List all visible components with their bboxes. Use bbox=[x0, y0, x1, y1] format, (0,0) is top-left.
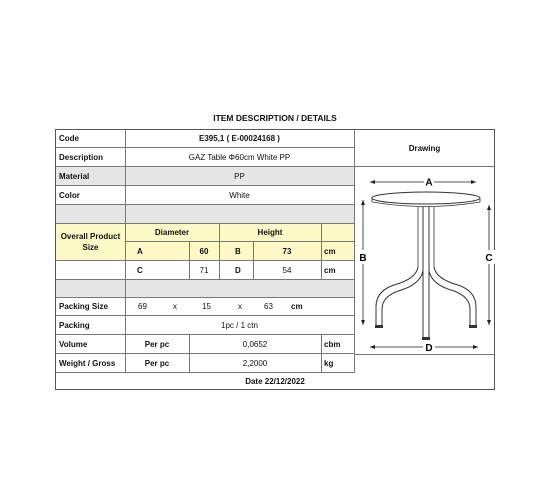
packing-x2: x bbox=[238, 302, 242, 311]
grid-line bbox=[189, 335, 190, 373]
packing-height: 63 bbox=[264, 302, 273, 311]
packing-width: 69 bbox=[138, 302, 147, 311]
volume-per: Per pc bbox=[125, 335, 189, 354]
grid-line bbox=[253, 242, 254, 280]
volume-label: Volume bbox=[56, 335, 125, 354]
packing-depth: 15 bbox=[202, 302, 211, 311]
weight-unit: kg bbox=[321, 354, 354, 373]
description-value: GAZ Table Φ60cm White PP bbox=[125, 148, 354, 167]
height-header: Height bbox=[219, 224, 321, 242]
table-drawing bbox=[354, 167, 495, 354]
material-value: PP bbox=[125, 167, 354, 186]
drawing-area bbox=[354, 167, 495, 354]
dim-a-label: A bbox=[425, 177, 433, 189]
grid-line bbox=[321, 335, 322, 373]
packing-size-label: Packing Size bbox=[56, 298, 125, 316]
spacer-row bbox=[56, 205, 354, 224]
dim-d-value: 54 bbox=[253, 261, 321, 280]
color-label: Color bbox=[56, 186, 125, 205]
dim-b-value: 73 bbox=[253, 242, 321, 261]
weight-per: Per pc bbox=[125, 354, 189, 373]
spacer-row-2 bbox=[56, 280, 354, 298]
packing-label: Packing bbox=[56, 316, 125, 335]
dim-c-letter: C bbox=[125, 261, 189, 280]
color-value: White bbox=[125, 186, 354, 205]
dim-c-value: 71 bbox=[189, 261, 219, 280]
grid-line bbox=[354, 354, 495, 355]
weight-value: 2,2000 bbox=[189, 354, 321, 373]
code-label: Code bbox=[56, 130, 125, 148]
size-header-blank bbox=[321, 224, 354, 242]
grid-line bbox=[321, 224, 322, 280]
dim-d-label: D bbox=[425, 343, 433, 354]
grid-line bbox=[189, 242, 190, 280]
code-value: E395,1 ( E-00024168 ) bbox=[125, 130, 354, 148]
dim-b-label: B bbox=[359, 253, 367, 264]
packing-value: 1pc / 1 ctn bbox=[125, 316, 354, 335]
packing-unit: cm bbox=[291, 302, 303, 311]
packing-size-values bbox=[125, 298, 354, 316]
material-label: Material bbox=[56, 167, 125, 186]
dim-a-value: 60 bbox=[189, 242, 219, 261]
volume-unit: cbm bbox=[321, 335, 354, 354]
dim-a-letter: A bbox=[125, 242, 189, 261]
weight-label: Weight / Gross bbox=[56, 354, 125, 373]
document-title: ITEM DESCRIPTION / DETAILS bbox=[213, 113, 337, 123]
grid-line bbox=[219, 224, 220, 280]
dim-c-label: C bbox=[485, 253, 493, 264]
volume-value: 0,0652 bbox=[189, 335, 321, 354]
packing-x1: x bbox=[173, 302, 177, 311]
dim-b-letter: B bbox=[219, 242, 253, 261]
size-row2-blank bbox=[56, 261, 125, 280]
item-details-sheet bbox=[55, 129, 495, 390]
drawing-header: Drawing bbox=[354, 130, 495, 167]
grid-line bbox=[125, 130, 126, 373]
diameter-header: Diameter bbox=[125, 224, 219, 242]
size-unit-2: cm bbox=[321, 261, 354, 280]
size-unit-1: cm bbox=[321, 242, 354, 261]
description-label: Description bbox=[56, 148, 125, 167]
date-footer: Date 22/12/2022 bbox=[245, 377, 305, 386]
dim-d-letter: D bbox=[219, 261, 253, 280]
overall-size-label: Overall Product Size bbox=[56, 224, 125, 261]
